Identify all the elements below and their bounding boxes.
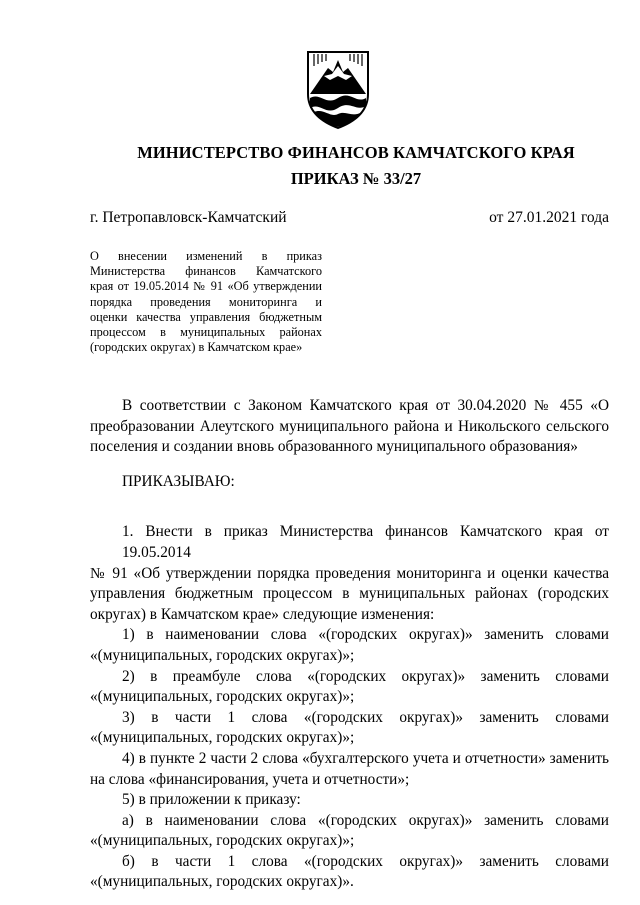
subitem-line: «(муниципальных, городских округах)»; xyxy=(90,688,355,706)
preamble xyxy=(90,396,609,458)
subitem-line: «(муниципальных, городских округах)»; xyxy=(90,832,355,850)
subitem-line: 3) в части 1 слова «(городских округах)» заменить словами xyxy=(122,708,609,726)
ministry-title: МИНИСТЕРСТВО ФИНАНСОВ КАМЧАТСКОГО КРАЯ xyxy=(137,143,575,162)
item-line: 1. Внести в приказ Министерства финансов Камчатского края от 19.05.2014 xyxy=(122,523,609,561)
subitem-line: б) в части 1 слова «(городских округах)» заменить словами xyxy=(122,852,609,870)
subject-line: порядка проведения мониторинга и xyxy=(90,294,322,309)
subject-line: (городских округах) в Камчатском крае» xyxy=(90,340,303,355)
preamble-line: В соответствии с Законом Камчатского края от 30.04.2020 № 455 «О xyxy=(122,397,609,414)
item-line: управления бюджетным процессом в муниципальных районах (городских xyxy=(90,585,609,603)
subitem-line: «(муниципальных, городских округах)». xyxy=(90,873,354,891)
subitem-line: 2) в преамбуле слова «(городских округах)» заменить словами xyxy=(122,667,609,685)
subject-line: О внесении изменений в приказ xyxy=(90,249,322,263)
subject-line: процессом в муниципальных районах xyxy=(90,325,322,340)
order-items xyxy=(90,522,609,893)
coat-of-arms-icon xyxy=(302,48,374,130)
subject-line: края от 19.05.2014 № 91 «Об утверждении xyxy=(90,279,322,294)
subitem-line: 4) в пункте 2 части 2 слова «бухгалтерского учета и отчетности» заменить xyxy=(122,749,609,767)
subitem-line: «(муниципальных, городских округах)»; xyxy=(90,729,355,747)
order-title: ПРИКАЗ № 33/27 xyxy=(290,169,422,188)
subitem-line: а) в наименовании слова «(городских округах)» заменить словами xyxy=(122,811,609,829)
document-body xyxy=(90,396,609,893)
preamble-line: преобразовании Алеутского муниципального района и Никольского сельского xyxy=(90,417,609,435)
item-line: округах) в Камчатском крае» следующие изменения: xyxy=(90,605,435,623)
subject-line: Министерства финансов Камчатского xyxy=(90,264,322,279)
preamble-line: поселения и создании вновь образованного муниципального образования» xyxy=(90,438,578,456)
subitem-line: «(муниципальных, городских округах)»; xyxy=(90,646,355,664)
subject-line: оценки качества управления бюджетным xyxy=(90,309,322,324)
subitem-line: 1) в наименовании слова «(городских округах)» заменить словами xyxy=(122,626,609,644)
item-line: № 91 «Об утверждении порядка проведения мониторинга и оценки качества xyxy=(90,564,609,582)
order-date: от 27.01.2021 года xyxy=(489,209,609,226)
order-word: ПРИКАЗЫВАЮ: xyxy=(122,472,235,490)
order-subject xyxy=(90,249,322,355)
subitem-line: на слова «финансирования, учета и отчетности»; xyxy=(90,770,410,788)
subitem-line: 5) в приложении к приказу: xyxy=(122,791,301,809)
city: г. Петропавловск-Камчатский xyxy=(90,209,287,226)
